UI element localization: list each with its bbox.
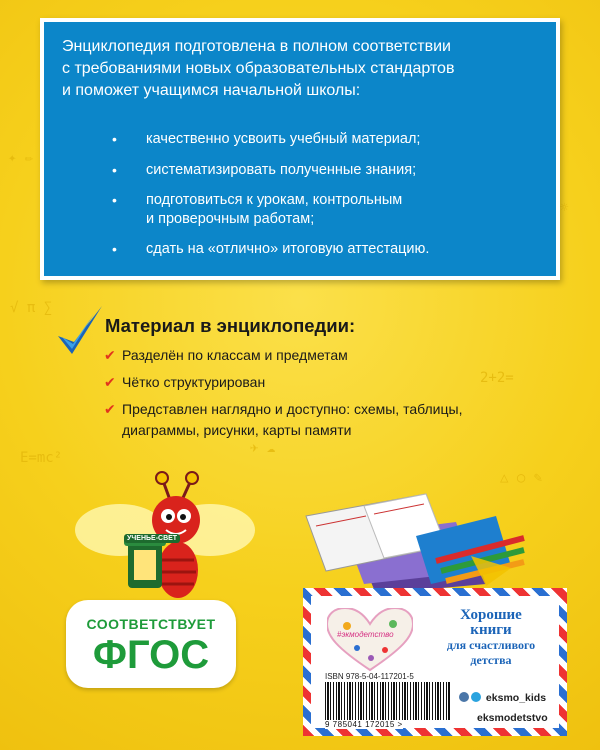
social-handle: eksmodetstvo bbox=[477, 712, 548, 724]
social-link[interactable] bbox=[477, 712, 548, 724]
material-item-continuation: диаграммы, рисунки, карты памяти bbox=[122, 422, 352, 438]
check-icon: ✔ bbox=[104, 374, 116, 390]
material-item-text: Представлен наглядно и доступно: схемы, таблицы, bbox=[122, 401, 463, 417]
card-title-line: книги bbox=[470, 622, 512, 638]
intro-line: с требованиями новых образовательных стандартов bbox=[62, 60, 455, 77]
lantern-label: УЧЕНЬЕ-СВЕТ bbox=[124, 534, 180, 543]
material-item bbox=[104, 372, 265, 392]
bullet-icon: • bbox=[112, 162, 117, 178]
bullet-text: качественно усвоить учебный материал; bbox=[146, 131, 421, 147]
heart-logo-icon bbox=[327, 608, 413, 672]
card-title-line: Хорошие bbox=[460, 607, 522, 623]
bullet-text: систематизировать полученные знания; bbox=[146, 162, 417, 178]
checkmark-icon bbox=[54, 302, 106, 362]
material-item bbox=[104, 399, 462, 419]
check-icon: ✔ bbox=[104, 347, 116, 363]
bullet-icon: • bbox=[112, 241, 117, 257]
bullet-icon: • bbox=[112, 192, 117, 208]
doodle-icon: ✈ ☁ bbox=[250, 440, 276, 456]
barcode bbox=[325, 682, 451, 720]
intro-line: Энциклопедия подготовлена в полном соответствии bbox=[62, 38, 451, 55]
isbn: ISBN 978-5-04-117201-5 bbox=[325, 672, 414, 681]
card-subtitle-line: детства bbox=[470, 653, 512, 667]
doodle-icon: ✦ ✏ bbox=[8, 150, 34, 166]
material-item-text: Чётко структурирован bbox=[122, 374, 266, 390]
material-title: Материал в энциклопедии: bbox=[105, 315, 356, 336]
material-item bbox=[104, 345, 348, 365]
badge-top-text: СООТВЕТСТВУЕТ bbox=[86, 616, 216, 632]
card-subtitle-line: для счастливого bbox=[446, 638, 536, 652]
intro-line: и поможет учащимся начальной школы: bbox=[62, 82, 361, 99]
bullet-text: и проверочным работам; bbox=[146, 211, 315, 227]
social-handle: eksmo_kids bbox=[485, 692, 547, 704]
material-item-text: Разделён по классам и предметам bbox=[122, 347, 348, 363]
vk-icon bbox=[459, 692, 469, 702]
doodle-icon: E=mc² bbox=[20, 450, 63, 466]
notebooks-illustration-icon bbox=[296, 476, 526, 596]
telegram-icon bbox=[471, 692, 481, 702]
fgos-badge bbox=[66, 600, 236, 688]
info-box bbox=[40, 18, 560, 280]
publisher-card bbox=[303, 588, 567, 736]
bullet-icon: • bbox=[112, 131, 117, 147]
doodle-icon: ☼ bbox=[560, 200, 569, 216]
social-link[interactable] bbox=[459, 692, 546, 704]
badge-main-text: ФГОС bbox=[92, 633, 210, 677]
check-icon: ✔ bbox=[104, 401, 116, 417]
intro-text bbox=[62, 36, 552, 102]
bullet-text: подготовиться к урокам, контрольным bbox=[146, 192, 403, 208]
bullet-text: сдать на «отлично» итоговую аттестацию. bbox=[146, 241, 430, 257]
barcode-number: 9 785041 172015 > bbox=[325, 720, 403, 729]
doodle-icon: △ ○ ✎ bbox=[500, 470, 543, 486]
doodle-icon: √ π ∑ bbox=[10, 300, 53, 316]
card-title bbox=[421, 608, 561, 668]
doodle-icon: 2+2= bbox=[480, 370, 514, 386]
heart-hashtag: #экмодетство bbox=[337, 630, 394, 639]
